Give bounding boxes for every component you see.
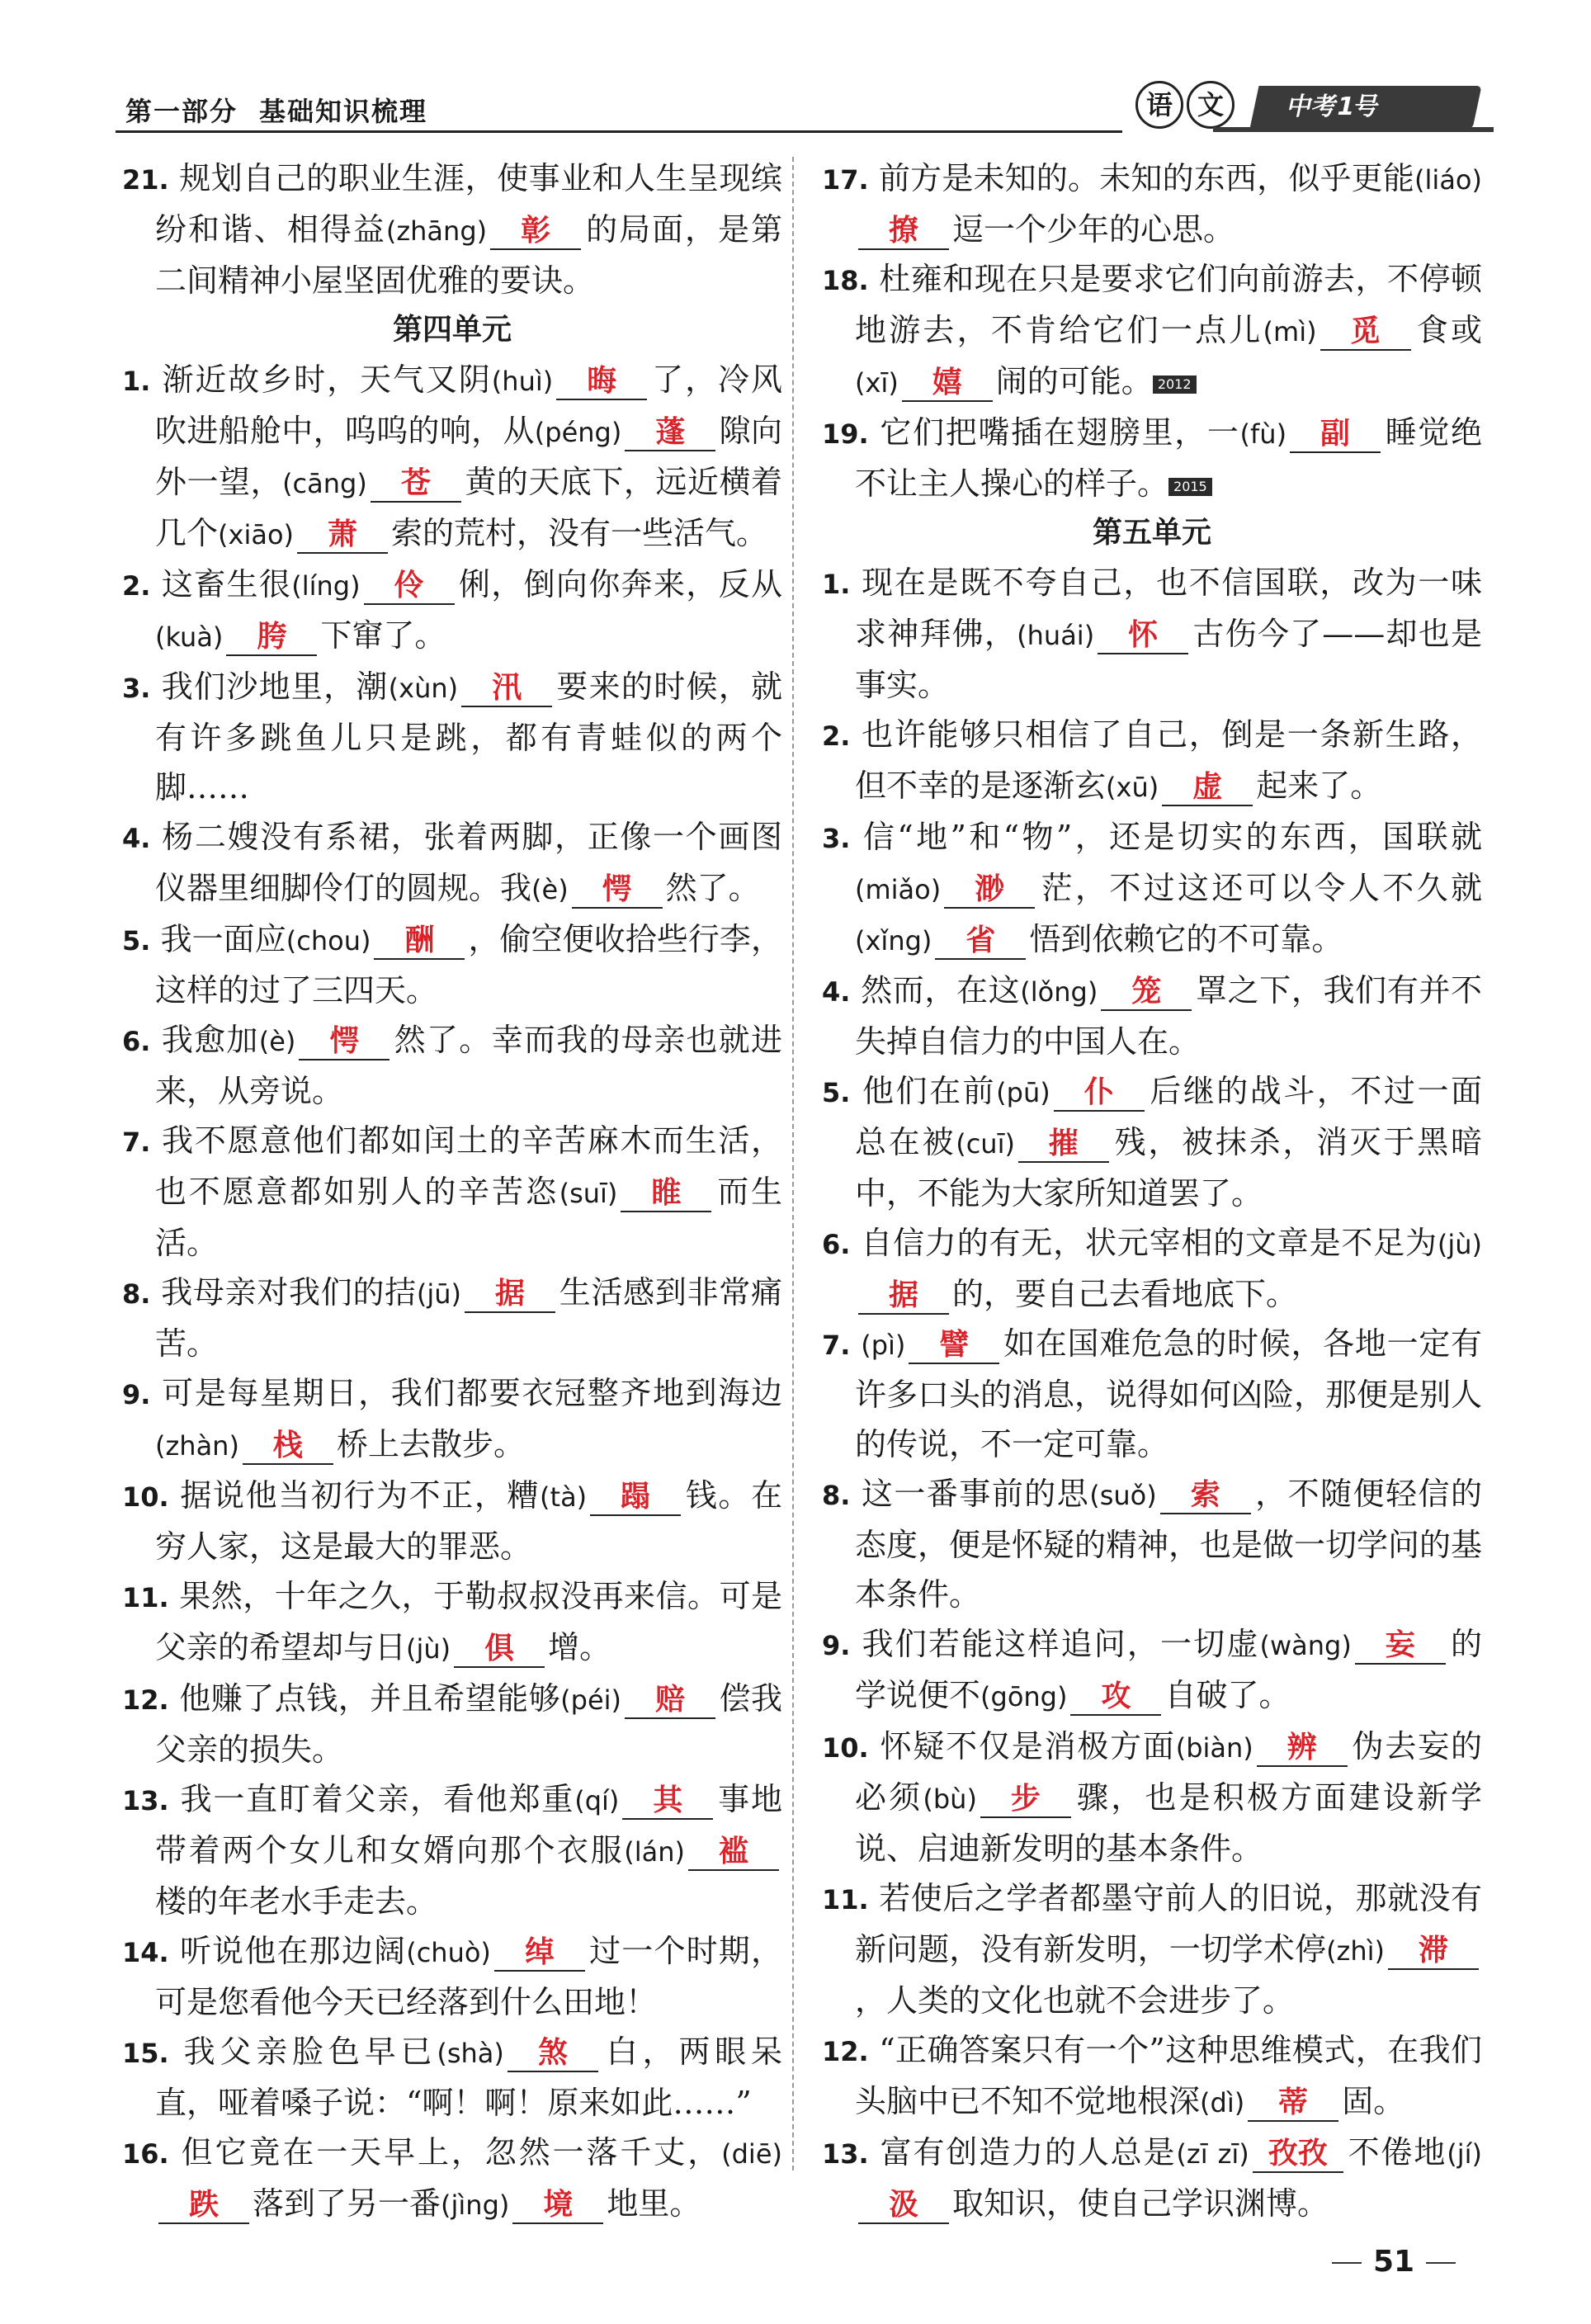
pinyin-hint: (bù) [923,1783,977,1815]
answer-blank: 辨 [1257,1729,1348,1767]
item-text: 了，冷风吹进船舱中，呜呜的响，从 [155,361,782,449]
item-text: 然而，在这 [861,972,1021,1008]
answer-blank: 其 [622,1782,713,1820]
exercise-item [122,1368,782,1471]
item-text: 黄的天底下，远近横着几个 [155,464,782,551]
pinyin-hint: (mì) [1263,316,1317,347]
item-number: 14. [122,1937,169,1968]
item-text: 我一直盯着父亲，看他郑重 [180,1781,575,1817]
pinyin-hint: (miǎo) [855,874,942,905]
answer-blank: 步 [980,1780,1071,1818]
brand-badge: 中考1号 [1249,86,1481,129]
item-text: 渐近故乡时，天气又阴 [162,361,492,398]
page-number: 51 [1320,2245,1467,2279]
exercise-item [822,1619,1482,1722]
answer-blank: 晦 [556,362,647,400]
item-text: 生活感到非常痛苦。 [155,1274,782,1362]
exam-year-badge: 2012 [1153,376,1197,394]
pinyin-hint: (è) [531,874,569,905]
item-number: 13. [122,1785,169,1816]
page-header [116,79,1469,137]
exercise-item [122,560,782,662]
item-text: 这畜生很 [161,566,292,602]
exercise-item [822,710,1482,812]
item-text: 自破了。 [1164,1677,1291,1713]
item-text: 我们若能这样追问，一切虚 [862,1626,1260,1662]
item-text: 古伤今了——却也是事实。 [855,616,1482,703]
item-text: 杨二嫂没有系裙，张着两脚，正像一个画图仪器里细脚伶仃的圆规。我 [155,819,782,906]
item-text: 逗一个少年的心思。 [952,211,1235,248]
answer-blank: 汛 [461,669,552,707]
pinyin-hint: (xǐng) [855,925,932,957]
exercise-item [822,1722,1482,1873]
pinyin-hint: (lǒng) [1020,976,1098,1008]
exercise-item [122,355,782,560]
exercise-item [122,1774,782,1926]
item-number: 2. [122,570,151,602]
header-section: 基础知识梳理 [259,96,428,127]
pinyin-hint: (jìng) [441,2189,510,2221]
item-text: 的局面，是第二间精神小屋坚固优雅的要诀。 [155,211,782,299]
answer-blank: 嬉 [902,364,993,402]
pinyin-hint: (gōng) [980,1681,1068,1712]
answer-blank: 仆 [1054,1074,1145,1112]
answer-blank: 赔 [625,1681,715,1719]
pinyin-hint: (zhì) [1326,1935,1385,1967]
item-text: 但它竟在一天早上，忽然一落千丈， [181,2134,722,2170]
pinyin-hint: (cāng) [282,468,367,499]
pinyin-hint: (dì) [1200,2087,1245,2119]
pinyin-hint: (huì) [491,366,554,397]
item-text: 睡觉绝不让主人操心的样子。 [855,414,1482,502]
pinyin-hint: (diē) [721,2138,782,2170]
item-number: 10. [122,1481,169,1513]
answer-blank: 跌 [158,2186,249,2224]
exercise-item [822,558,1482,710]
exercise-item [822,1873,1482,2025]
answer-blank: 褴 [688,1833,779,1871]
item-text: 我一面应 [160,921,286,957]
exercise-item [122,154,782,305]
answer-blank: 俱 [454,1630,545,1668]
answer-blank: 撩 [858,212,949,250]
item-number: 9. [122,1379,151,1410]
item-number: 13. [822,2138,869,2170]
pinyin-hint: (xī) [855,367,899,399]
answer-blank: 譬 [909,1326,999,1364]
item-text: 我们沙地里，潮 [161,668,389,705]
exercise-item [822,966,1482,1066]
item-text: 起来了。 [1256,768,1382,804]
item-number: 7. [122,1127,151,1158]
item-text: 楼的年老水手走去。 [155,1883,438,1920]
item-text: 悟到依赖它的不可靠。 [1029,921,1343,957]
item-text: 桥上去散步。 [336,1426,525,1462]
answer-blank: 孜孜 [1253,2135,1343,2173]
item-number: 16. [122,2138,169,2170]
item-number: 19. [822,418,869,450]
answer-blank: 省 [935,922,1026,960]
pinyin-hint: (zī zī) [1176,2138,1249,2170]
pinyin-hint: (xùn) [388,673,459,704]
pinyin-hint: (jù) [1437,1229,1482,1260]
answer-blank: 笼 [1101,973,1192,1011]
answer-blank: 蓬 [625,413,715,451]
item-text: 茫，不过这还可以令人不久就 [1038,870,1482,906]
item-text: 规划自己的职业生涯，使事业和人生呈现缤纷和谐、相得益 [155,160,782,248]
exercise-item [122,812,782,914]
answer-blank: 汲 [858,2186,949,2224]
exercise-item [822,2025,1482,2128]
item-text: 隙向外一望， [155,413,782,500]
header-part: 第一部分 [125,96,238,127]
item-text: 食或 [1414,312,1482,348]
item-text: 的，要自己去看地底下。 [952,1276,1298,1312]
answer-blank: 煞 [508,2034,598,2072]
item-text: 我不愿意他们都如闰土的辛苦麻木而生活，也不愿意都如别人的辛苦恣 [155,1122,782,1210]
pinyin-hint: (huái) [1017,620,1095,651]
item-text: 俐，倒向你奔来，反从 [457,566,782,602]
item-number: 5. [122,925,151,957]
item-text: 果然，十年之久，于勒叔叔没再来信。可是父亲的希望却与日 [155,1578,782,1665]
answer-blank: 苍 [371,465,461,503]
item-text: 怀疑不仅是消极方面 [880,1728,1176,1764]
pinyin-hint: (biàn) [1175,1732,1253,1764]
answer-blank: 攻 [1070,1678,1161,1716]
exercise-item [822,2128,1482,2228]
item-number: 18. [822,265,869,296]
right-column [822,154,1482,2228]
item-text: 如在国难危急的时候，各地一定有许多口头的消息，说得如何凶险，那便是别人的传说，不一定可靠。 [855,1325,1483,1462]
item-text: 然了。幸而我的母亲也就进来，从旁说。 [155,1022,782,1109]
exercise-item [122,1571,782,1674]
left-column [122,154,782,2230]
item-text: 伪去妄的必须 [855,1728,1482,1816]
item-text: 然了。 [665,870,760,906]
item-text: 不倦地 [1346,2134,1447,2170]
pinyin-hint: (qí) [574,1785,620,1816]
answer-blank: 萧 [297,516,388,554]
item-text: 罩之下，我们有并不失掉自信力的中国人在。 [855,972,1482,1060]
item-text: 要来的时候，就有许多跳鱼儿只是跳，都有青蛙似的两个脚…… [155,668,782,805]
item-number: 11. [822,1884,869,1915]
exercise-item [122,914,782,1015]
item-text: 地里。 [607,2185,701,2222]
item-text: 我母亲对我们的拮 [161,1274,417,1311]
answer-blank: 蒂 [1248,2084,1338,2122]
answer-blank: 渺 [944,871,1035,909]
item-text: 而生活。 [155,1174,782,1261]
exercise-item [822,154,1482,254]
pinyin-hint: (suī) [559,1178,618,1209]
pinyin-hint: (zhàn) [155,1430,239,1462]
exam-year-badge: 2015 [1168,478,1212,496]
item-text: 富有创造力的人总是 [880,2134,1177,2170]
pinyin-hint: (suǒ) [1089,1480,1157,1511]
item-text: 我愈加 [161,1022,259,1058]
item-text: 偿我父亲的损失。 [155,1680,782,1768]
exercise-item [822,812,1482,966]
answer-blank: 滞 [1388,1932,1479,1970]
item-text: 增。 [548,1629,611,1665]
item-text: 取知识，使自己学识渊博。 [952,2185,1329,2222]
item-number: 8. [822,1480,851,1511]
pinyin-hint: (péng) [534,417,622,448]
pinyin-hint: (fù) [1239,418,1287,450]
item-number: 3. [822,823,851,854]
pinyin-hint: (chuò) [406,1937,491,1968]
exercise-item [122,1268,782,1368]
item-text: 我父亲脸色早已 [183,2034,437,2070]
answer-blank: 怀 [1098,616,1188,654]
answer-blank: 觅 [1320,313,1411,351]
pinyin-hint: (jù) [406,1633,451,1665]
item-text: ，偷空便收拾些行李，这样的过了三四天。 [155,921,782,1008]
exercise-item [822,254,1482,408]
item-number: 10. [822,1732,869,1764]
item-text: 自信力的有无，状元宰相的文章是不足为 [861,1225,1438,1261]
answer-blank: 绰 [494,1934,585,1972]
pinyin-hint: (jū) [416,1278,462,1310]
answer-blank: 据 [858,1277,949,1315]
pinyin-hint: (pū) [996,1077,1050,1108]
item-number: 1. [122,366,151,397]
item-text: 索的荒村，没有一些活气。 [391,515,768,551]
unit-title: 第四单元 [392,313,512,347]
pinyin-hint: (chou) [286,925,371,957]
item-text: 残，被抹杀，消灭于黑暗中，不能为大家所知道罢了。 [855,1124,1482,1212]
item-number: 3. [122,673,151,704]
item-number: 4. [822,976,851,1008]
item-text: ，不随便轻信的态度，便是怀疑的精神，也是做一切学问的基本条件。 [855,1476,1483,1613]
exercise-item [122,1116,782,1268]
item-text: 钱。在穷人家，这是最大的罪恶。 [155,1477,782,1565]
exercise-item [122,662,782,812]
answer-blank: 妄 [1355,1627,1446,1665]
item-number: 6. [822,1229,851,1260]
header-breadcrumb [125,91,449,129]
item-text: ，人类的文化也就不会进步了。 [855,1982,1295,2019]
pinyin-hint: (péi) [560,1684,621,1716]
item-text: 事地带着两个女儿和女婿向那个衣服 [155,1781,782,1868]
item-text: 他们在前 [862,1073,997,1109]
item-text: 的学说便不 [855,1626,1482,1713]
pinyin-hint: (shà) [437,2038,504,2069]
item-text: 也许能够只相信了自己，倒是一条新生路，但不幸的是逐渐玄 [855,716,1482,804]
subject-char-2: 文 [1187,81,1235,129]
item-number: 7. [822,1330,851,1361]
item-text: 骤，也是积极方面建设新学说、启迪新发明的基本条件。 [855,1779,1482,1867]
pinyin-hint: (líng) [291,570,361,602]
pinyin-hint: (cuī) [956,1128,1015,1160]
item-number: 2. [822,720,851,752]
item-text: 若使后之学者都墨守前人的旧说，那就没有新问题，没有新发明，一切学术停 [855,1880,1482,1967]
pinyin-hint: (kuà) [155,621,224,653]
item-number: 8. [122,1278,151,1310]
answer-blank: 境 [512,2186,603,2224]
item-number: 6. [122,1026,151,1057]
item-text: “正确答案只有一个”这种思维模式，在我们头脑中已不知不觉地根深 [855,2032,1482,2119]
answer-blank: 索 [1160,1476,1251,1514]
pinyin-hint: (pì) [861,1330,906,1361]
answer-blank: 胯 [226,618,317,656]
exercise-item [822,1469,1482,1619]
item-number: 17. [822,164,869,196]
answer-blank: 睢 [621,1174,711,1212]
pinyin-hint: (wàng) [1259,1630,1352,1661]
item-number: 12. [822,2036,869,2067]
item-text: 闹的可能。 [995,363,1153,399]
item-text: 现在是既不夸自己，也不信国联，改为一味求神拜佛， [855,564,1482,652]
answer-blank: 愕 [299,1023,389,1060]
item-text: 据说他当初行为不正，糟 [180,1477,541,1514]
answer-blank: 栈 [243,1427,333,1465]
unit-title: 第五单元 [1092,516,1211,550]
answer-blank: 摧 [1018,1125,1109,1163]
header-rule [116,130,1122,133]
exercise-item [822,1066,1482,1218]
exercise-item [122,1471,782,1571]
exercise-item [122,1015,782,1116]
item-text: 后继的战斗，不过一面总在被 [855,1073,1482,1160]
exercise-item [122,1926,782,2027]
item-text: 他赚了点钱，并且希望能够 [179,1680,561,1717]
answer-blank: 伶 [364,567,455,605]
pinyin-hint: (zhāng) [385,215,488,247]
answer-blank: 副 [1290,415,1381,453]
item-number: 1. [822,569,851,600]
exercise-item [822,1319,1482,1469]
answer-blank: 据 [465,1275,555,1313]
item-number: 12. [122,1684,169,1716]
answer-blank: 酬 [374,922,465,960]
item-text: 前方是未知的。未知的东西，似乎更能 [878,160,1415,196]
item-number: 11. [122,1582,169,1613]
pinyin-hint: (è) [258,1026,296,1057]
exercise-item [122,1674,782,1774]
item-text: 白，两眼呆直，哑着嗓子说：“啊！啊！原来如此……” [155,2034,782,2121]
column-divider [792,157,794,2170]
exercise-item [822,408,1482,508]
pinyin-hint: (jí) [1447,2138,1482,2170]
pinyin-hint: (lán) [624,1836,685,1868]
item-text: 固。 [1342,2083,1405,2119]
item-text: 它们把嘴插在翅膀里，一 [880,414,1240,451]
item-text: 听说他在那边阔 [179,1933,407,1969]
item-text: 杜雍和现在只是要求它们向前游去，不停顿地游去，不肯给它们一点儿 [855,261,1482,348]
exercise-item [822,1218,1482,1319]
item-number: 9. [822,1630,851,1661]
item-text: 信“地”和“物”，还是切实的东西，国联就 [862,819,1482,855]
answer-blank: 愕 [572,871,663,909]
item-text: 下窜了。 [320,617,446,654]
pinyin-hint: (xū) [1106,772,1159,803]
answer-blank: 蹋 [590,1478,681,1516]
pinyin-hint: (xiāo) [218,519,294,550]
subject-badge [1135,81,1235,129]
pinyin-hint: (liáo) [1414,164,1482,196]
item-text: 这一番事前的思 [861,1476,1090,1512]
answer-blank: 虚 [1162,768,1253,806]
item-text: 过一个时期，可是您看他今天已经落到什么田地！ [155,1933,782,2020]
item-number: 21. [122,164,169,196]
answer-blank: 彰 [490,212,581,250]
exercise-item [122,2128,782,2230]
item-text: 可是每星期日，我们都要衣冠整齐地到海边 [162,1375,782,1411]
item-text: 落到了另一番 [253,2185,441,2222]
exercise-item [122,2027,782,2128]
item-number: 15. [122,2038,169,2069]
item-number: 5. [822,1077,851,1108]
pinyin-hint: (tà) [540,1481,588,1513]
subject-char-1: 语 [1135,81,1183,129]
item-number: 4. [122,823,151,854]
